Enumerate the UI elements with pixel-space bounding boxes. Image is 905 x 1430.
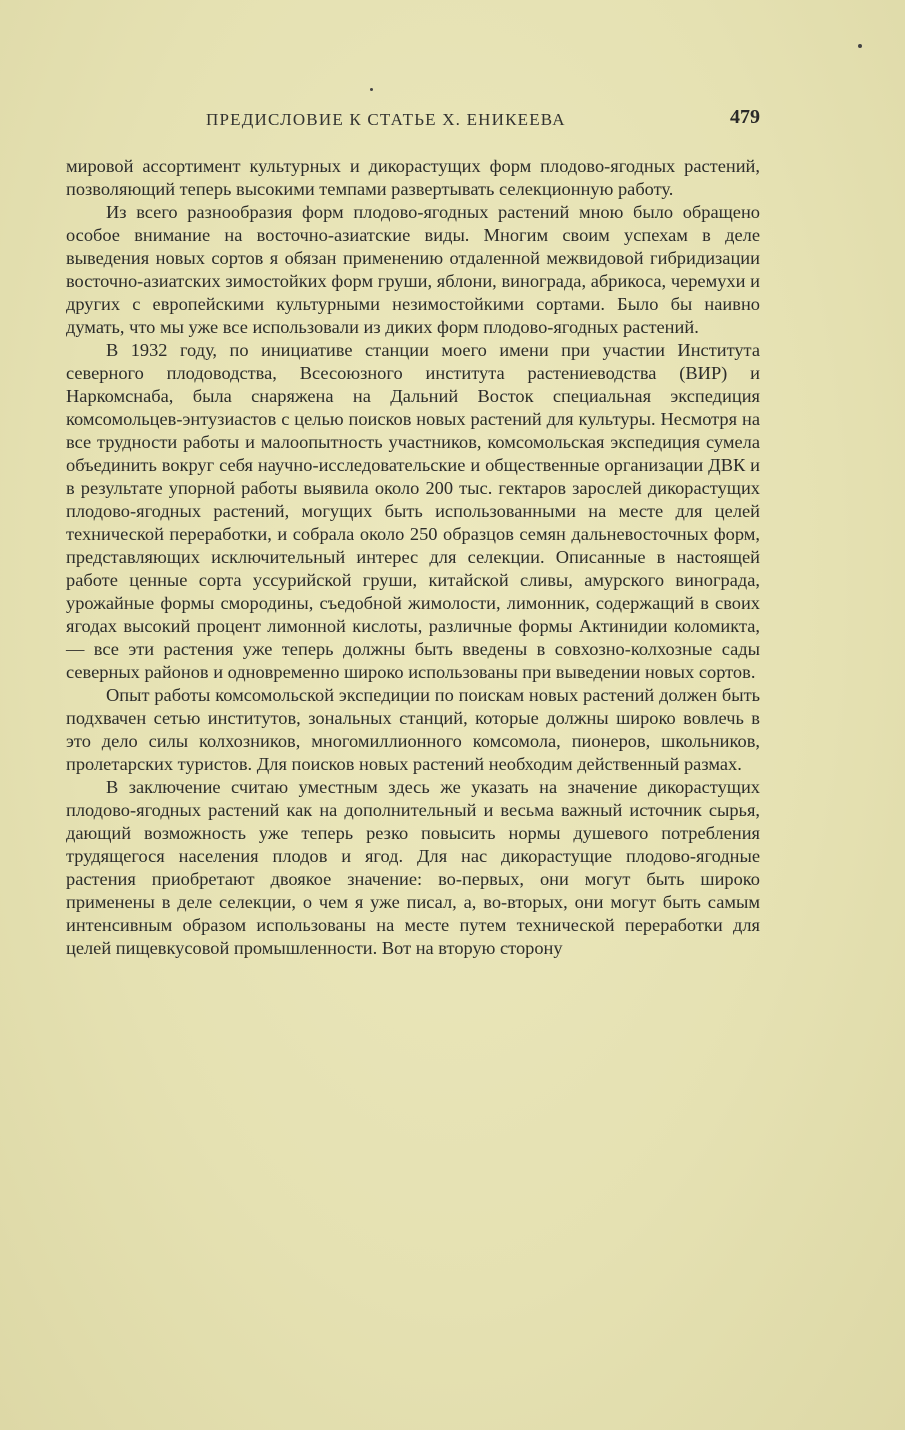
paragraph: В 1932 году, по инициативе станции моего имени при участии Института северного плодоводства, Всесоюзного института растениеводства (ВИР) и Наркомснаба, была снаряжена на Дальний Восток специальная экспедиция комсомольцев-энтузиастов с целью поисков новых растений для культуры. Несмотря на все трудности работы и малоопытность участников, комсомольская экспедиция сумела объединить вокруг себя научно-исследовательские и общественные организации ДВК и в результате упорной работы выявила около 200 тыс. гектаров зарослей дикорастущих плодово-ягодных растений, могущих быть использованными на месте для целей технической переработки, и собрала около 250 образцов семян дальневосточных форм, представляющих исключительный интерес для селекции. Описанные в настоящей работе ценные сорта уссурийской груши, китайской сливы, амурского винограда, урожайные формы смородины, съедобной жимолости, лимонник, содержащий в своих ягодах высокий процент лимонной кислоты, различные формы Актинидии коломикта, — все эти растения уже теперь должны быть введены в совхозно-колхозные сады северных районов и одновременно широко использованы при выведении новых сортов. [66,340,760,682]
page-number: 479 [730,106,760,128]
ink-speck [370,88,373,91]
paragraph: В заключение считаю уместным здесь же указать на значение дикорастущих плодово-ягодных растений как на дополнительный и весьма важный источник сырья, дающий возможность уже теперь резко повысить нормы душевого потребления трудящегося населения плодов и ягод. Для нас дикорастущие плодово-ягодные растения приобретают двоякое значение: во-первых, они могут быть широко применены в деле селекции, о чем я уже писал, а, во-вторых, они могут быть самым интенсивным образом использованы на месте путем технической переработки для целей пищевкусовой промышленности. Вот на вторую сторону [66,777,760,958]
page-header [66,106,760,132]
paragraph: Из всего разнообразия форм плодово-ягодных растений мною было обращено особое внимание на восточно-азиатские виды. Многим своим успехам в деле выведения новых сортов я обязан применению отдаленной межвидовой гибридизации восточно-азиатских зимостойких форм груши, яблони, винограда, абрикоса, черемухи и других с европейскими культурными незимостойкими сортами. Было бы наивно думать, что мы уже все использовали из диких форм плодово-ягодных растений. [66,202,760,337]
running-title: ПРЕДИСЛОВИЕ К СТАТЬЕ Х. ЕНИКЕЕВА [206,110,566,129]
ink-speck [858,44,862,48]
paragraph: Опыт работы комсомольской экспедиции по поискам новых растений должен быть подхвачен сетью институтов, зональных станций, которые должны широко вовлечь в это дело силы колхозников, многомиллионного комсомола, пионеров, школьников, пролетарских туристов. Для поисков новых растений необходим действенный размах. [66,685,760,774]
paragraph: мировой ассортимент культурных и дикорастущих форм плодово-ягодных растений, позволяющий теперь высокими темпами развертывать селекционную работу. [66,156,760,199]
body-text [66,155,760,960]
